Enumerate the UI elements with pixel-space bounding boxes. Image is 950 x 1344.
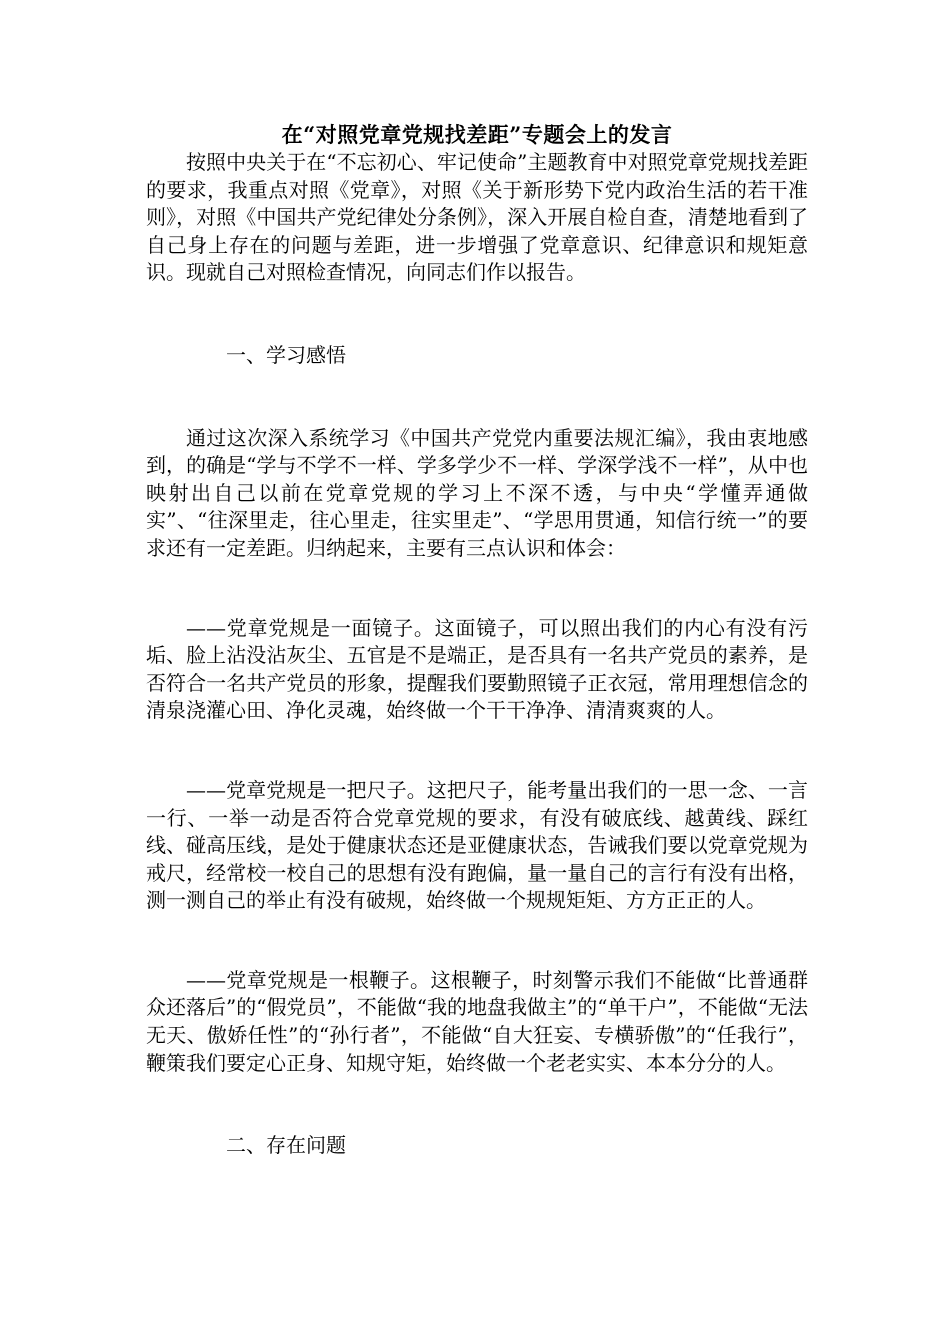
spacer	[146, 915, 808, 967]
document-page	[146, 121, 808, 1160]
point-ruler-paragraph: ——党章党规是一把尺子。这把尺子，能考量出我们的一思一念、一言一行、一举一动是否符合党章党规的要求，有没有破底线、越黄线、踩红线、碰高压线，是处于健康状态还是亚健康状态，告诫我们要以党章党规为戒尺，经常校一校自己的思想有没有跑偏，量一量自己的言行有没有出格，测一测自己的举止有没有破规，始终做一个规规矩矩、方方正正的人。	[146, 777, 808, 913]
point-mirror-paragraph: ——党章党规是一面镜子。这面镜子，可以照出我们的内心有没有污垢、脸上沾没沾灰尘、五官是不是端正，是否具有一名共产党员的素养，是否符合一名共产党员的形象，提醒我们要勤照镜子正衣冠，常用理想信念的清泉浇灌心田、净化灵魂，始终做一个干干净净、清清爽爽的人。	[146, 615, 808, 723]
spacer	[146, 287, 808, 342]
spacer	[146, 563, 808, 615]
spacer	[146, 1077, 808, 1132]
intro-paragraph: 按照中央关于在“不忘初心、牢记使命”主题教育中对照党章党规找差距的要求，我重点对照《党章》，对照《关于新形势下党内政治生活的若干准则》，对照《中国共产党纪律处分条例》，深入开展自检自查，清楚地看到了自己身上存在的问题与差距，进一步增强了党章意识、纪律意识和规矩意识。现就自己对照检查情况，向同志们作以报告。	[146, 150, 808, 285]
study-intro-paragraph: 通过这次深入系统学习《中国共产党党内重要法规汇编》，我由衷地感到，的确是“学与不学不一样、学多学少不一样、学深学浅不一样”，从中也映射出自己以前在党章党规的学习上不深不透，与中央“学懂弄通做实”、“往深里走，往心里走，往实里走”、“学思用贯通，知信行统一”的要求还有一定差距。归纳起来，主要有三点认识和体会：	[146, 425, 808, 560]
section-heading-study: 一、学习感悟	[226, 342, 346, 367]
document-title: 在“对照党章党规找差距”专题会上的发言	[281, 122, 673, 147]
spacer	[146, 725, 808, 777]
point-whip-paragraph: ——党章党规是一根鞭子。这根鞭子，时刻警示我们不能做“比普通群众还落后”的“假党员”，不能做“我的地盘我做主”的“单干户”，不能做“无法无天、傲娇任性”的“孙行者”，不能做“自大狂妄、专横骄傲”的“任我行”，鞭策我们要定心正身、知规守矩，始终做一个老老实实、本本分分的人。	[146, 967, 808, 1075]
spacer	[146, 370, 808, 425]
section-heading-problems: 二、存在问题	[226, 1133, 346, 1158]
